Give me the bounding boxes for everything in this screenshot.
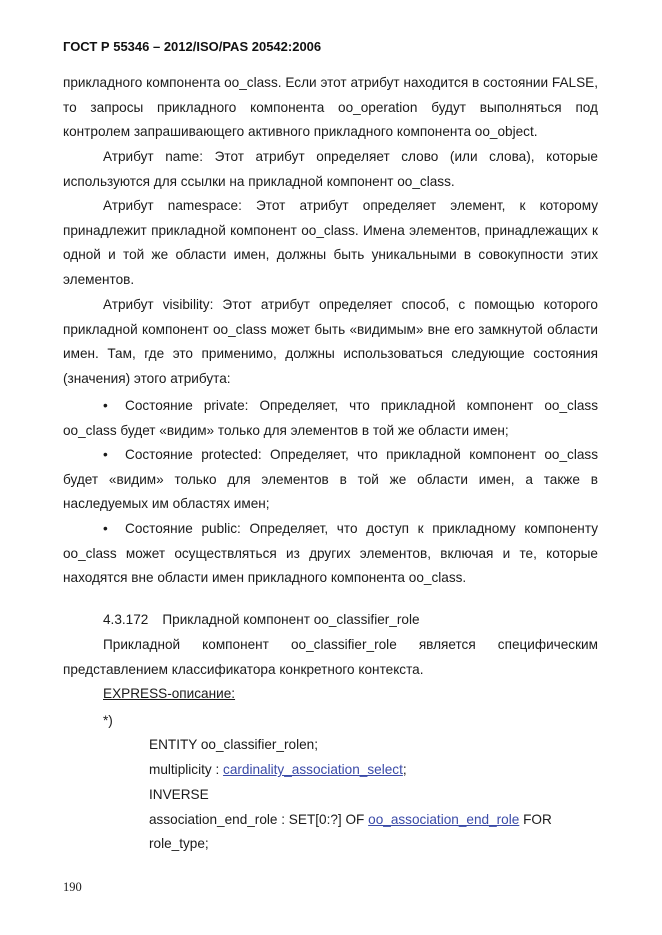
section-number: 4.3.172 [103,612,149,627]
paragraph-classifier-role-text: Прикладной компонент oo_classifier_role является специфическим представлением классификатора конкретного контекста. [63,637,598,677]
express-label: EXPRESS-описание: [103,686,236,701]
section-title: Прикладной компонент oo_classifier_role [162,612,420,627]
code-association-prefix: association_end_role : SET[0:?] OF [149,812,369,827]
code-multiplicity-line [149,758,407,783]
paragraph-name-text: Атрибут name: Этот атрибут определяет слово (или слова), которые используются для ссылки на прикладной компонент oo_class. [63,149,598,189]
bullet-item-private [63,394,598,443]
page-number: 190 [63,880,82,894]
paragraph-visibility-attribute [63,293,598,391]
code-open-marker: *) [103,713,113,728]
bullet-item-protected [63,443,598,517]
code-multiplicity-prefix: multiplicity : [149,762,224,777]
code-multiplicity-suffix: ; [402,762,407,777]
code-role-type-line: role_type; [149,836,209,851]
code-inverse-line: INVERSE [149,787,209,802]
oo-association-end-role-link[interactable]: oo_association_end_role [368,812,520,827]
bullet-icon: • [103,398,108,413]
paragraph-continuation: прикладного компонента oo_class. Если этот атрибут находится в состоянии FALSE, то запросы прикладного компонента oo_operation будут выполняться под контролем запрашивающего активного прикладного компонента oo_object. [63,75,598,140]
bullet-icon: • [103,447,108,462]
bullet-item-public [63,517,598,591]
paragraph-namespace-attribute [63,194,598,292]
paragraph-namespace-text: Атрибут namespace: Этот атрибут определяет элемент, к которому принадлежит прикладной компонент oo_class. Имена элементов, принадлежащих к одной и той же области имен, должны быть уникальными в совокупности этих элементов. [63,198,598,287]
paragraph-name-attribute [63,145,598,194]
code-entity-line: ENTITY oo_classifier_rolen; [149,737,318,752]
cardinality-association-select-link[interactable]: cardinality_association_select [223,762,403,777]
bullet-icon: • [103,521,108,536]
code-association-suffix: FOR [519,812,552,827]
paragraph-classifier-role [63,633,598,682]
document-header: ГОСТ Р 55346 – 2012/ISO/PAS 20542:2006 [63,39,322,54]
bullet-text: Состояние private: Определяет, что прикладной компонент oo_class oo_class будет «видим» только для элементов в той же области имен; [63,398,598,438]
code-association-line [149,808,598,833]
bullet-text: Состояние public: Определяет, что доступ к прикладному компоненту oo_class может осуществляться из других элементов, включая и те, которые находятся вне области имен прикладного компонента oo_class. [63,521,598,586]
bullet-text: Состояние protected: Определяет, что прикладной компонент oo_class будет «видим» только для элементов в той же области имен, а также в наследуемых им областях имен; [63,447,598,512]
paragraph-visibility-text: Атрибут visibility: Этот атрибут определяет способ, с помощью которого прикладной компонент oo_class может быть «видимым» вне его замкнутой области имен. Там, где это применимо, должны использоваться следующие состояния (значения) этого атрибута: [63,297,598,386]
section-heading [103,608,420,633]
